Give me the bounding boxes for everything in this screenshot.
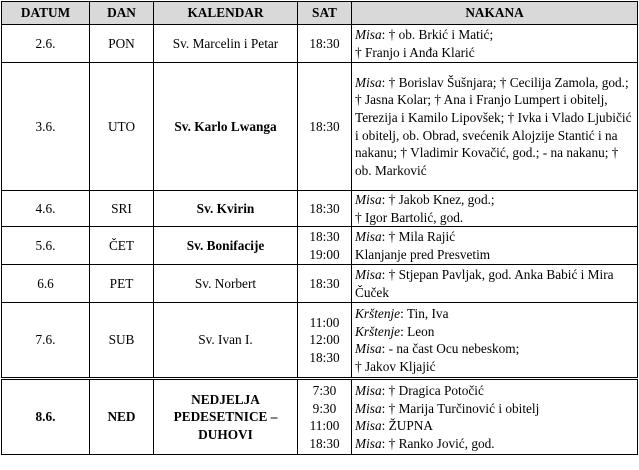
intention-line	[355, 267, 614, 300]
intention-cell	[352, 265, 638, 303]
time-cell	[298, 303, 352, 379]
intention-text: † Jakov Kljajić	[355, 358, 436, 374]
time-value: 18:30	[309, 229, 340, 245]
time-value: 11:00	[309, 314, 340, 330]
intention-cell	[352, 303, 638, 379]
intention-type: Misa	[355, 435, 382, 451]
intention-text: : † Jakob Knez, god.;	[381, 192, 495, 207]
intention-line	[355, 191, 634, 209]
intention-text: : † Ranko Jović, god.	[381, 435, 495, 451]
date-cell: 6.6	[2, 265, 90, 303]
time-value: 19:00	[309, 246, 340, 262]
intention-line	[355, 340, 634, 358]
intention-text: : † ob. Brkić i Matić;	[381, 26, 494, 42]
intention-text: : † Borislav Šušnjara; † Cecilija Zamola, god.; † Jasna Kolar; † Ana i Franjo Lumpert i obitelj, Terezija i Kamilo Lipovšek; † Ivka i Vlado Ljubičić i obitelj, ob. Obrad, svećenik Alojzije Stantić i na nakanu; † Vladimir Kovačić, god.; - na nakanu; † ob. Marković	[355, 74, 632, 178]
table-row	[2, 379, 638, 455]
time-cell	[298, 63, 352, 191]
intention-text: : Tin, Iva	[400, 306, 449, 321]
header-row	[2, 2, 638, 25]
intention-text: : - na čast Ocu nebeskom;	[381, 341, 520, 357]
intention-type: Misa	[355, 383, 382, 398]
intention-type: Misa	[355, 26, 382, 42]
time-value: 18:30	[309, 435, 340, 451]
intention-type: Krštenje	[355, 323, 401, 339]
time-value: 12:00	[309, 332, 340, 348]
intention-text: : † Marija Turčinović i obitelj	[381, 400, 540, 416]
intention-text: : Leon	[400, 323, 435, 339]
intention-line	[355, 323, 634, 341]
day-cell: ČET	[90, 227, 154, 265]
day-cell: UTO	[90, 63, 154, 191]
time-value: 18:30	[309, 35, 340, 51]
intention-text: : † Mila Rajić	[381, 229, 456, 245]
day-cell: SRI	[90, 191, 154, 227]
date-cell: 5.6.	[2, 227, 90, 265]
table-row	[2, 227, 638, 265]
intention-type: Misa	[355, 229, 382, 245]
intention-type: Misa	[355, 192, 382, 207]
intention-line	[355, 209, 634, 227]
calendar-cell: NEDJELJA PEDESETNICE – DUHOVI	[154, 379, 298, 455]
intention-text: † Franjo i Anđa Klarić	[355, 44, 475, 60]
header-calendar: KALENDAR	[154, 2, 298, 25]
date-cell: 7.6.	[2, 303, 90, 379]
time-value: 18:30	[309, 118, 340, 134]
intention-type: Misa	[355, 74, 382, 90]
intention-cell	[352, 63, 638, 191]
time-cell	[298, 191, 352, 227]
calendar-cell: Sv. Karlo Lwanga	[154, 63, 298, 191]
intention-line	[355, 75, 632, 178]
intention-line	[355, 305, 634, 323]
time-value: 11:00	[309, 418, 340, 434]
time-value: 7:30	[312, 383, 337, 398]
header-time: SAT	[298, 2, 352, 25]
intention-line	[355, 44, 634, 62]
intention-cell	[352, 25, 638, 63]
intention-text: Klanjanje pred Presvetim	[355, 246, 491, 262]
calendar-cell: Sv. Bonifacije	[154, 227, 298, 265]
intention-type: Misa	[355, 267, 382, 283]
intention-text: : † Dragica Potočić	[381, 383, 484, 398]
intention-text: † Igor Bartolić, god.	[355, 209, 464, 225]
calendar-cell: Sv. Norbert	[154, 265, 298, 303]
intention-line	[355, 400, 634, 418]
time-value: 18:30	[309, 275, 340, 291]
intention-line	[355, 382, 634, 400]
table-row	[2, 303, 638, 379]
intention-text: : † Stjepan Pavljak, god. Anka Babić i Mira Čuček	[355, 267, 614, 300]
date-cell: 4.6.	[2, 191, 90, 227]
table-row	[2, 265, 638, 303]
intention-type: Krštenje	[355, 306, 401, 321]
day-cell: SUB	[90, 303, 154, 379]
intention-cell	[352, 379, 638, 455]
time-value: 18:30	[309, 200, 340, 216]
date-cell: 3.6.	[2, 63, 90, 191]
intention-type: Misa	[355, 400, 382, 416]
time-cell	[298, 25, 352, 63]
calendar-cell: Sv. Marcelin i Petar	[154, 25, 298, 63]
header-date: DATUM	[2, 2, 90, 25]
calendar-cell: Sv. Ivan I.	[154, 303, 298, 379]
table-row	[2, 63, 638, 191]
intention-cell	[352, 227, 638, 265]
header-day: DAN	[90, 2, 154, 25]
intention-type: Misa	[355, 341, 382, 357]
time-value: 9:30	[312, 400, 337, 416]
time-cell	[298, 227, 352, 265]
intention-cell	[352, 191, 638, 227]
intention-line	[355, 26, 634, 44]
header-intention: NAKANA	[352, 2, 638, 25]
day-cell: PON	[90, 25, 154, 63]
time-cell	[298, 379, 352, 455]
intention-line	[355, 228, 634, 246]
date-cell: 2.6.	[2, 25, 90, 63]
intention-line	[355, 246, 634, 264]
intention-type: Misa	[355, 418, 382, 434]
schedule-table	[1, 1, 638, 455]
calendar-cell: Sv. Kvirin	[154, 191, 298, 227]
time-cell	[298, 265, 352, 303]
schedule-body	[2, 25, 638, 455]
date-cell: 8.6.	[2, 379, 90, 455]
intention-line	[355, 435, 634, 453]
table-row	[2, 25, 638, 63]
time-value: 18:30	[309, 349, 340, 365]
table-row	[2, 191, 638, 227]
intention-line	[355, 417, 634, 435]
intention-line	[355, 358, 634, 376]
day-cell: NED	[90, 379, 154, 455]
day-cell: PET	[90, 265, 154, 303]
intention-text: : ŽUPNA	[381, 418, 433, 434]
